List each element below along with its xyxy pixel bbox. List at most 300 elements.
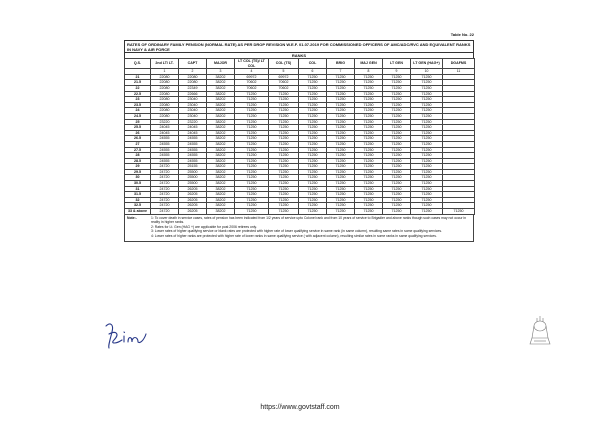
pension-rate-cell: 71250 [327, 130, 355, 136]
pension-rate-cell: 24555 [179, 147, 207, 153]
pension-rate-cell: 71250 [327, 119, 355, 125]
pension-rate-cell: 38202 [207, 158, 235, 164]
qualifying-service-cell: 30 [125, 175, 151, 181]
pension-rate-cell: 71250 [411, 197, 443, 203]
pension-rate-cell: 71250 [299, 197, 327, 203]
pension-rate-cell: 38202 [207, 192, 235, 198]
pension-rate-cell: 38202 [207, 108, 235, 114]
pension-rate-cell: 24720 [151, 169, 179, 175]
pension-rate-cell: 24555 [151, 158, 179, 164]
pension-rate-cell: 71250 [299, 141, 327, 147]
pension-rate-cell: 71250 [383, 74, 411, 80]
pension-rate-cell: 24045 [179, 130, 207, 136]
pension-rate-cell: 71250 [269, 147, 299, 153]
column-header: 2nd LT/ LT. [151, 59, 179, 69]
pension-rate-cell: 71250 [269, 197, 299, 203]
pension-rate-cell: 71250 [383, 192, 411, 198]
pension-rate-cell: 71250 [327, 85, 355, 91]
pension-rate-cell: 71250 [411, 192, 443, 198]
pension-rate-cell: 71250 [327, 164, 355, 170]
pension-rate-cell: 71250 [299, 74, 327, 80]
pension-rate-cell: 69972 [235, 74, 269, 80]
pension-rate-cell: 22080 [151, 91, 179, 97]
pension-rate-cell: 71250 [355, 158, 383, 164]
qualifying-service-cell: 23.5 [125, 102, 151, 108]
pension-rate-cell: 71250 [299, 147, 327, 153]
pension-rate-cell: 23040 [179, 97, 207, 103]
pension-rate-cell: 71250 [269, 192, 299, 198]
pension-rate-cell: 71250 [383, 91, 411, 97]
pension-rate-cell: 70602 [235, 80, 269, 86]
pension-rate-cell: 69972 [269, 74, 299, 80]
qualifying-service-cell: 31 [125, 186, 151, 192]
column-header: MAJ GEN [355, 59, 383, 69]
pension-rate-cell: 71250 [355, 119, 383, 125]
pension-rate-cell: 71250 [383, 80, 411, 86]
pension-rate-cell: 24555 [151, 153, 179, 159]
pension-rate-cell: 24555 [151, 136, 179, 142]
pension-rate-cell: 26205 [179, 203, 207, 209]
pension-rate-cell: 71250 [411, 175, 443, 181]
pension-rate-cell: 71250 [411, 203, 443, 209]
pension-rate-cell: 71250 [383, 97, 411, 103]
pension-rate-cell: 71250 [411, 169, 443, 175]
column-index: 2 [179, 69, 207, 75]
pension-rate-cell: 71250 [299, 113, 327, 119]
pension-rate-cell: 23040 [179, 113, 207, 119]
pension-rate-cell: 71250 [235, 108, 269, 114]
pension-rate-cell: 71250 [269, 102, 299, 108]
qualifying-service-cell: 22 [125, 85, 151, 91]
pension-rate-cell: 71250 [327, 80, 355, 86]
pension-rate-cell: 24720 [151, 186, 179, 192]
pension-rate-cell: 25500 [179, 175, 207, 181]
pension-rate-cell: 70602 [269, 80, 299, 86]
pension-rate-cell: 71250 [355, 169, 383, 175]
pension-rate-cell: 71250 [269, 203, 299, 209]
pension-rate-cell: 71250 [299, 91, 327, 97]
pension-rate-cell: 24720 [151, 209, 179, 215]
pension-rate-cell: 71250 [269, 164, 299, 170]
pension-rate-cell: 71250 [355, 153, 383, 159]
table-row [125, 209, 475, 215]
column-index: 8 [355, 69, 383, 75]
pension-rate-cell: 71250 [327, 186, 355, 192]
column-header: CAPT [179, 59, 207, 69]
qualifying-service-cell: 21 [125, 74, 151, 80]
pension-rate-cell: 71250 [327, 153, 355, 159]
table-header [125, 59, 475, 75]
pension-rate-cell: 71250 [327, 136, 355, 142]
pension-rate-cell: 71250 [383, 158, 411, 164]
column-header: LT COL (TS)/ LT COL [235, 59, 269, 69]
pension-rate-cell: 71250 [269, 141, 299, 147]
pension-rate-cell: 71250 [269, 169, 299, 175]
pension-rate-cell: 24720 [151, 164, 179, 170]
pension-rate-cell: 70602 [235, 85, 269, 91]
pension-rate-cell: 25500 [179, 181, 207, 187]
pension-rate-cell: 71250 [235, 197, 269, 203]
pension-rate-cell: 71250 [411, 141, 443, 147]
pension-rate-cell: 38202 [207, 80, 235, 86]
pension-rate-cell: 71250 [411, 125, 443, 131]
notes-section [124, 215, 474, 242]
column-header: COL [299, 59, 327, 69]
pension-rate-cell: 71250 [355, 192, 383, 198]
pension-rate-cell: 26205 [179, 186, 207, 192]
qualifying-service-cell: 29 [125, 164, 151, 170]
column-index: 6 [299, 69, 327, 75]
pension-rate-cell: 71250 [355, 108, 383, 114]
pension-rate-cell: 71250 [411, 158, 443, 164]
pension-rate-cell: 71250 [235, 169, 269, 175]
pension-rate-cell: 71250 [299, 136, 327, 142]
pension-rate-cell: 71250 [269, 209, 299, 215]
pension-rate-cell: 71250 [383, 169, 411, 175]
pension-rate-cell: 71250 [235, 203, 269, 209]
pension-rate-cell: 23220 [151, 119, 179, 125]
pension-rate-cell: 71250 [411, 164, 443, 170]
pension-rate-cell: 38202 [207, 141, 235, 147]
pension-rate-cell: 71250 [299, 119, 327, 125]
pension-rate-cell: 24045 [151, 125, 179, 131]
pension-rate-cell: 71250 [383, 153, 411, 159]
pension-rate-cell: 24555 [151, 147, 179, 153]
pension-rate-cell: 71250 [411, 97, 443, 103]
pension-rate-cell: 24720 [151, 175, 179, 181]
column-index: 4 [235, 69, 269, 75]
pension-rate-cell: 71250 [355, 102, 383, 108]
pension-rate-cell: 71250 [235, 130, 269, 136]
pension-rate-cell: 24720 [151, 203, 179, 209]
pension-rate-cell: 71250 [299, 130, 327, 136]
pension-rate-cell: 71250 [299, 125, 327, 131]
pension-rate-cell: 26205 [179, 209, 207, 215]
pension-rate-cell: 38202 [207, 102, 235, 108]
pension-rate-cell: 71250 [383, 209, 411, 215]
column-header: LT GEN (HAG+) [411, 59, 443, 69]
note-item: 3: Lower rates of higher qualifying service or blank rates are protected with higher rate of lower qualifying service in same rank (in same column), resulting same rates in some qualifying services. [151, 229, 442, 234]
pension-rate-cell: 71250 [235, 186, 269, 192]
pension-rate-cell: 71250 [411, 80, 443, 86]
pension-rate-cell: 71250 [355, 141, 383, 147]
handwritten-signature [100, 318, 150, 354]
pension-rate-cell: 71250 [299, 209, 327, 215]
pension-rate-cell: 71250 [411, 113, 443, 119]
pension-rate-cell: 71250 [411, 102, 443, 108]
column-header: DGAFMS [443, 59, 475, 69]
pension-rate-cell: 71250 [299, 102, 327, 108]
pension-rate-cell: 71250 [299, 203, 327, 209]
pension-rate-cell: 71250 [235, 209, 269, 215]
pension-rate-cell: 71250 [383, 102, 411, 108]
pension-rate-cell: 22080 [179, 74, 207, 80]
column-header: LT GEN [383, 59, 411, 69]
qualifying-service-cell: 28 [125, 153, 151, 159]
pension-rate-cell: 23040 [179, 108, 207, 114]
pension-rate-cell: 71250 [383, 164, 411, 170]
pension-rate-cell: 24555 [179, 153, 207, 159]
pension-rate-cell: 71250 [299, 108, 327, 114]
header-row [125, 59, 475, 69]
qualifying-service-cell: 28.5 [125, 158, 151, 164]
pension-rate-cell: 22080 [151, 80, 179, 86]
pension-rate-cell: 71250 [327, 141, 355, 147]
qualifying-service-cell: 26.5 [125, 136, 151, 142]
pension-rate-cell: 38202 [207, 85, 235, 91]
pension-rate-cell: 71250 [235, 175, 269, 181]
pension-rate-cell: 71250 [327, 203, 355, 209]
column-index: 5 [269, 69, 299, 75]
pension-rate-cell: 71250 [355, 147, 383, 153]
pension-rate-cell: 71250 [269, 108, 299, 114]
pension-rate-cell: 71250 [383, 175, 411, 181]
pension-rate-cell: 71250 [299, 186, 327, 192]
pension-rate-cell: 71250 [327, 74, 355, 80]
pension-rate-cell: 71250 [299, 153, 327, 159]
pension-rate-cell: 71250 [235, 141, 269, 147]
pension-rate-cell: 71250 [383, 181, 411, 187]
qualifying-service-cell: 33 & above [125, 209, 151, 215]
pension-rate-cell: 71250 [269, 175, 299, 181]
pension-rate-cell: 22080 [151, 102, 179, 108]
pension-rate-cell: 24720 [151, 192, 179, 198]
pension-rate-cell: 38202 [207, 197, 235, 203]
pension-rate-cell: 71250 [299, 97, 327, 103]
pension-rate-cell: 71250 [327, 102, 355, 108]
pension-rate-cell: 71250 [269, 153, 299, 159]
pension-rate-cell: 71250 [327, 197, 355, 203]
qualifying-service-cell: 24.5 [125, 113, 151, 119]
pension-rate-cell: 71250 [411, 209, 443, 215]
pension-rate-cell: 71250 [355, 203, 383, 209]
pension-rate-cell: 71250 [235, 147, 269, 153]
pension-rate-cell: 24045 [179, 125, 207, 131]
pension-rate-cell: 38202 [207, 209, 235, 215]
pension-rate-cell: 71250 [355, 197, 383, 203]
pension-rate-cell: 22666 [179, 91, 207, 97]
pension-rate-cell: 71250 [355, 181, 383, 187]
pension-rate-cell: 71250 [235, 136, 269, 142]
pension-rate-cell: 71250 [269, 119, 299, 125]
qualifying-service-cell: 25 [125, 119, 151, 125]
pension-rate-cell: 71250 [327, 192, 355, 198]
pension-rate-cell: 71250 [299, 85, 327, 91]
pension-rate-cell: 71250 [383, 203, 411, 209]
note-item: 1: To cover death in service cases, rates of pension has been indicated from 1/2 years of service upto Colonel rank and from 10 years of service to Brigadier and above ranks though such cases may not occur in reality in higher ranks. [151, 215, 467, 225]
pension-rate-cell: 71250 [269, 97, 299, 103]
pension-rate-cell: 71250 [411, 119, 443, 125]
pension-rate-cell: 38202 [207, 113, 235, 119]
pension-rate-cell: 38202 [207, 125, 235, 131]
pension-rate-cell: 71250 [411, 186, 443, 192]
column-header: COL (TS) [269, 59, 299, 69]
pension-rate-cell: 38202 [207, 97, 235, 103]
pension-rate-cell: 71250 [383, 108, 411, 114]
pension-rate-cell: 71250 [269, 113, 299, 119]
notes-body [151, 216, 471, 239]
pension-rate-cell: 71250 [411, 147, 443, 153]
emblem-seal [520, 312, 560, 352]
pension-rate-cell: 22080 [151, 74, 179, 80]
pension-rate-cell: 70602 [269, 85, 299, 91]
pension-rate-cell: 71250 [443, 209, 475, 215]
pension-rate-cell: 71250 [355, 186, 383, 192]
pension-rate-cell: 23220 [179, 119, 207, 125]
pension-rate-cell: 24555 [179, 136, 207, 142]
pension-rate-cell: 71250 [383, 136, 411, 142]
pension-rate-cell: 71250 [269, 186, 299, 192]
pension-rate-cell: 71250 [383, 125, 411, 131]
pension-rate-cell: 71250 [269, 136, 299, 142]
pension-rate-cell: 38202 [207, 186, 235, 192]
pension-rate-cell: 38202 [207, 147, 235, 153]
pension-rate-cell: 22080 [179, 80, 207, 86]
pension-rate-cell: 71250 [327, 97, 355, 103]
pension-rate-cell: 71250 [355, 125, 383, 131]
pension-rate-cell: 38202 [207, 164, 235, 170]
qualifying-service-cell: 29.5 [125, 169, 151, 175]
pension-rate-cell: 22080 [151, 113, 179, 119]
pension-rate-cell: 71250 [383, 85, 411, 91]
column-index: 10 [411, 69, 443, 75]
pension-rate-cell: 71250 [235, 153, 269, 159]
pension-rate-cell: 71250 [299, 80, 327, 86]
pension-rate-cell: 71250 [383, 113, 411, 119]
qualifying-service-cell: 32 [125, 197, 151, 203]
pension-rate-cell: 71250 [383, 147, 411, 153]
pension-rate-cell: 71250 [299, 158, 327, 164]
pension-rate-cell: 71250 [411, 130, 443, 136]
pension-rate-cell: 71250 [299, 175, 327, 181]
pension-rate-cell: 24555 [179, 141, 207, 147]
pension-rate-cell: 71250 [411, 153, 443, 159]
pension-rate-cell: 38202 [207, 91, 235, 97]
pension-rate-cell: 71250 [355, 175, 383, 181]
pension-rate-cell: 71250 [411, 136, 443, 142]
qualifying-service-cell: 30.5 [125, 181, 151, 187]
footer-url: https://www.govtstaff.com [260, 404, 340, 411]
pension-rate-cell: 71250 [383, 119, 411, 125]
pension-rate-cell: 71250 [355, 85, 383, 91]
column-index: 11 [443, 69, 475, 75]
qualifying-service-cell: 31.5 [125, 192, 151, 198]
pension-rate-cell: 71250 [235, 119, 269, 125]
pension-rate-cell: 71250 [327, 113, 355, 119]
notes-label: Note:- [127, 215, 137, 220]
pension-rate-cell: 71250 [327, 91, 355, 97]
column-header: Q.S. [125, 59, 151, 69]
pension-rate-cell: 71250 [355, 91, 383, 97]
pension-rate-cell: 23040 [179, 102, 207, 108]
pension-rate-cell: 71250 [355, 80, 383, 86]
pension-rate-cell: 71250 [269, 181, 299, 187]
pension-rate-cell: 24555 [151, 141, 179, 147]
pension-rate-cell: 71250 [235, 91, 269, 97]
pension-rate-cell: 71250 [355, 130, 383, 136]
qualifying-service-cell: 24 [125, 108, 151, 114]
pension-rate-cell: 71250 [299, 181, 327, 187]
pension-rate-cell: 71250 [327, 175, 355, 181]
pension-rate-cell: 38202 [207, 136, 235, 142]
pension-rate-cell: 71250 [355, 209, 383, 215]
pension-rate-cell: 71250 [235, 192, 269, 198]
pension-rate-cell: 26205 [179, 197, 207, 203]
pension-rate-cell: 71250 [355, 113, 383, 119]
pension-rate-cell: 71250 [299, 192, 327, 198]
pension-rate-cell: 38202 [207, 175, 235, 181]
pension-rate-cell: 71250 [355, 136, 383, 142]
pension-rate-cell: 22080 [151, 108, 179, 114]
pension-rate-cell: 71250 [269, 158, 299, 164]
pension-rate-cell: 38202 [207, 130, 235, 136]
pension-rate-cell: 71250 [327, 158, 355, 164]
column-index: 7 [327, 69, 355, 75]
pension-rate-cell: 71250 [411, 74, 443, 80]
pension-rate-cell: 24555 [179, 158, 207, 164]
pension-rate-cell: 71250 [327, 125, 355, 131]
column-index: 3 [207, 69, 235, 75]
pension-rate-cell: 38202 [207, 169, 235, 175]
pension-rate-cell: 71250 [235, 125, 269, 131]
qualifying-service-cell: 23 [125, 97, 151, 103]
note-item: 2: Rates for Lt. Gen (HAG +) are applicable for post 2006 retirees only. [151, 224, 257, 229]
pension-rate-cell: 38202 [207, 119, 235, 125]
pension-rate-cell: 71250 [383, 186, 411, 192]
pension-rate-cell: 71250 [327, 108, 355, 114]
column-header: BRIG [327, 59, 355, 69]
pension-rate-cell: 71250 [327, 169, 355, 175]
note-item: 4: Lower rates of higher ranks are protected with higher rate of lower ranks in same qualifying service ( with adjacent column), resulting similar rates in some ranks in same qualifying services. [151, 234, 437, 238]
pension-rate-cell: 24720 [151, 181, 179, 187]
pension-rate-cell: 71250 [355, 164, 383, 170]
pension-rate-cell: 71250 [383, 141, 411, 147]
pension-rate-cell: 71250 [355, 74, 383, 80]
pension-rate-cell: 71250 [355, 97, 383, 103]
pension-rate-cell: 38202 [207, 153, 235, 159]
pension-rate-cell: 24045 [151, 130, 179, 136]
pension-rate-cell: 24720 [151, 197, 179, 203]
pension-rate-cell: 71250 [383, 197, 411, 203]
column-index: 1 [151, 69, 179, 75]
pension-rate-cell: 26205 [179, 192, 207, 198]
pension-rate-cell: 71250 [269, 130, 299, 136]
pension-rate-cell: 71250 [269, 91, 299, 97]
pension-rate-cell: 71250 [411, 108, 443, 114]
ranks-heading: RANKS [124, 52, 474, 58]
pension-rate-cell: 71250 [235, 164, 269, 170]
pension-rate-cell: 22080 [151, 85, 179, 91]
pension-rate-cell: 71250 [235, 97, 269, 103]
qualifying-service-cell: 32.5 [125, 203, 151, 209]
pension-rate-cell: 71250 [235, 181, 269, 187]
pension-rate-cell: 71250 [327, 147, 355, 153]
pension-rate-cell: 38202 [207, 181, 235, 187]
qualifying-service-cell: 25.5 [125, 125, 151, 131]
pension-rate-cell: 71250 [235, 102, 269, 108]
table-number: Table No. 22 [450, 32, 474, 37]
qualifying-service-cell: 27.5 [125, 147, 151, 153]
pension-rate-cell: 71250 [383, 130, 411, 136]
column-header: MAJOR [207, 59, 235, 69]
pension-rate-cell: 71250 [411, 181, 443, 187]
pension-rate-cell: 71250 [299, 164, 327, 170]
pension-rate-cell: 38202 [207, 203, 235, 209]
pension-rate-cell: 71250 [411, 91, 443, 97]
column-index: 9 [383, 69, 411, 75]
pension-rate-cell: 71250 [327, 209, 355, 215]
pension-rate-cell: 71250 [411, 85, 443, 91]
